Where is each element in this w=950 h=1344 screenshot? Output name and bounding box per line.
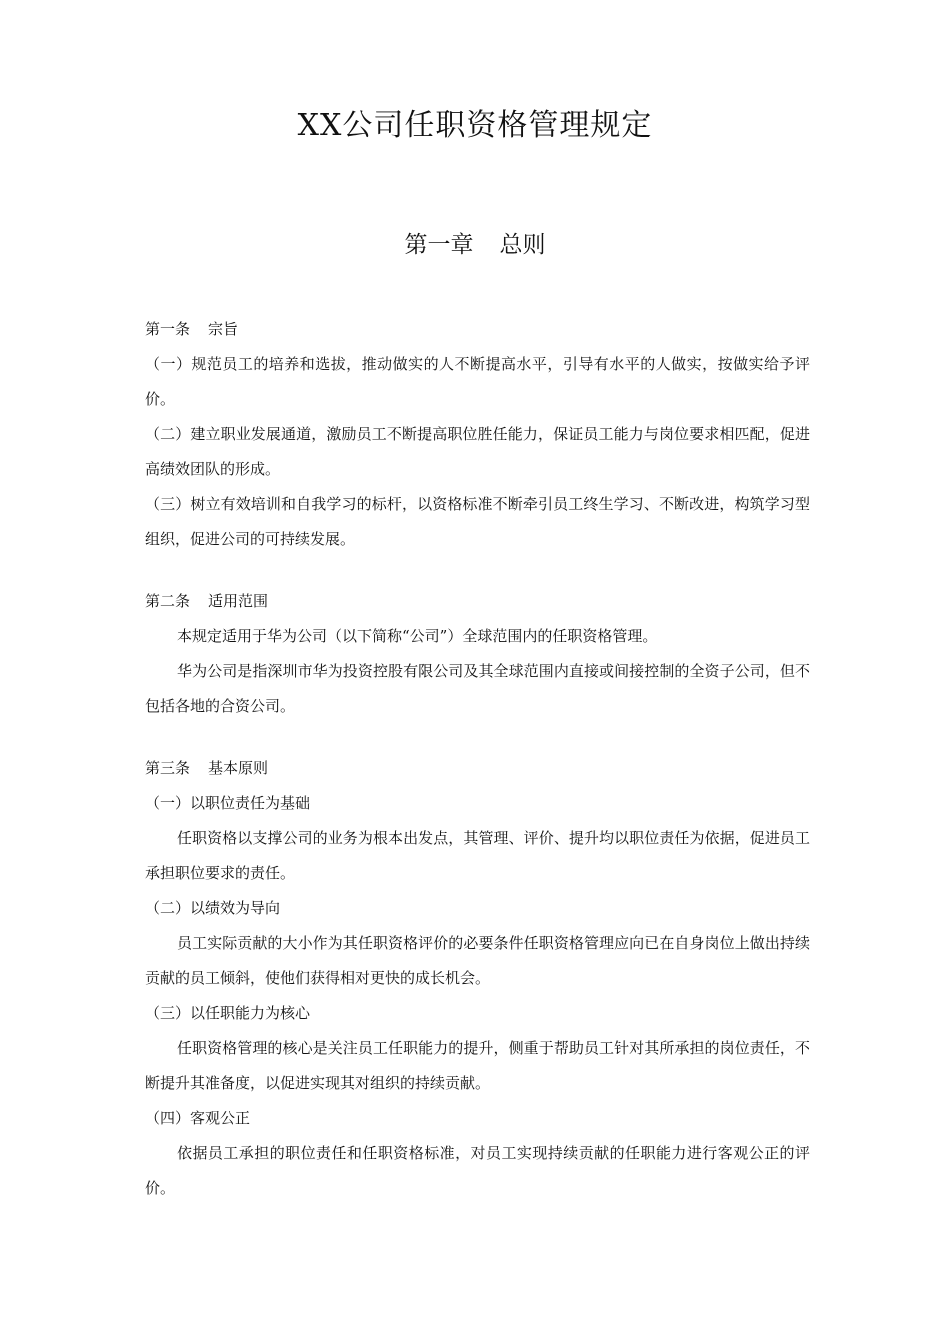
chapter-heading (0, 226, 950, 259)
article-item: （一）规范员工的培养和选拔，推动做实的人不断提高水平，引导有水平的人做实，按做实给予评价。 (145, 355, 810, 408)
article-paragraph: 华为公司是指深圳市华为投资控股有限公司及其全球范围内直接或间接控制的全资子公司，但不包括各地的合资公司。 (145, 662, 810, 715)
principle-heading: （四）客观公正 (145, 1109, 251, 1127)
article-2 (145, 584, 810, 724)
document-title: XX公司任职资格管理规定 (297, 108, 653, 143)
article-paragraph: 本规定适用于华为公司（以下简称“公司”）全球范围内的任职资格管理。 (177, 627, 658, 645)
article-heading (145, 751, 810, 786)
principle-text: 依据员工承担的职位责任和任职资格标准，对员工实现持续贡献的任职能力进行客观公正的评价。 (145, 1144, 810, 1197)
chapter-name: 总则 (499, 232, 546, 258)
article-item: （二）建立职业发展通道，激励员工不断提高职位胜任能力，保证员工能力与岗位要求相匹配，促进高绩效团队的形成。 (145, 425, 810, 478)
article-title: 适用范围 (208, 592, 269, 610)
document-body (145, 312, 810, 1206)
principle-heading: （一）以职位责任为基础 (145, 794, 311, 812)
article-item: （三）树立有效培训和自我学习的标杆，以资格标准不断牵引员工终生学习、不断改进，构筑学习型组织，促进公司的可持续发展。 (145, 495, 810, 548)
article-number: 第一条 (145, 320, 191, 338)
article-title: 基本原则 (208, 759, 269, 777)
article-heading (145, 312, 810, 347)
chapter-number: 第一章 (404, 232, 474, 258)
principle-text: 员工实际贡献的大小作为其任职资格评价的必要条件任职资格管理应向已在自身岗位上做出持续贡献的员工倾斜，使他们获得相对更快的成长机会。 (145, 934, 810, 987)
principle-heading: （三）以任职能力为核心 (145, 1004, 311, 1022)
article-3 (145, 751, 810, 1206)
article-1 (145, 312, 810, 557)
article-number: 第三条 (145, 759, 191, 777)
principle-heading: （二）以绩效为导向 (145, 899, 281, 917)
article-title: 宗旨 (208, 320, 239, 338)
article-number: 第二条 (145, 592, 191, 610)
principle-text: 任职资格管理的核心是关注员工任职能力的提升，侧重于帮助员工针对其所承担的岗位责任，不断提升其准备度，以促进实现其对组织的持续贡献。 (145, 1039, 810, 1092)
principle-text: 任职资格以支撑公司的业务为根本出发点，其管理、评价、提升均以职位责任为依据，促进员工承担职位要求的责任。 (145, 829, 810, 882)
article-heading (145, 584, 810, 619)
